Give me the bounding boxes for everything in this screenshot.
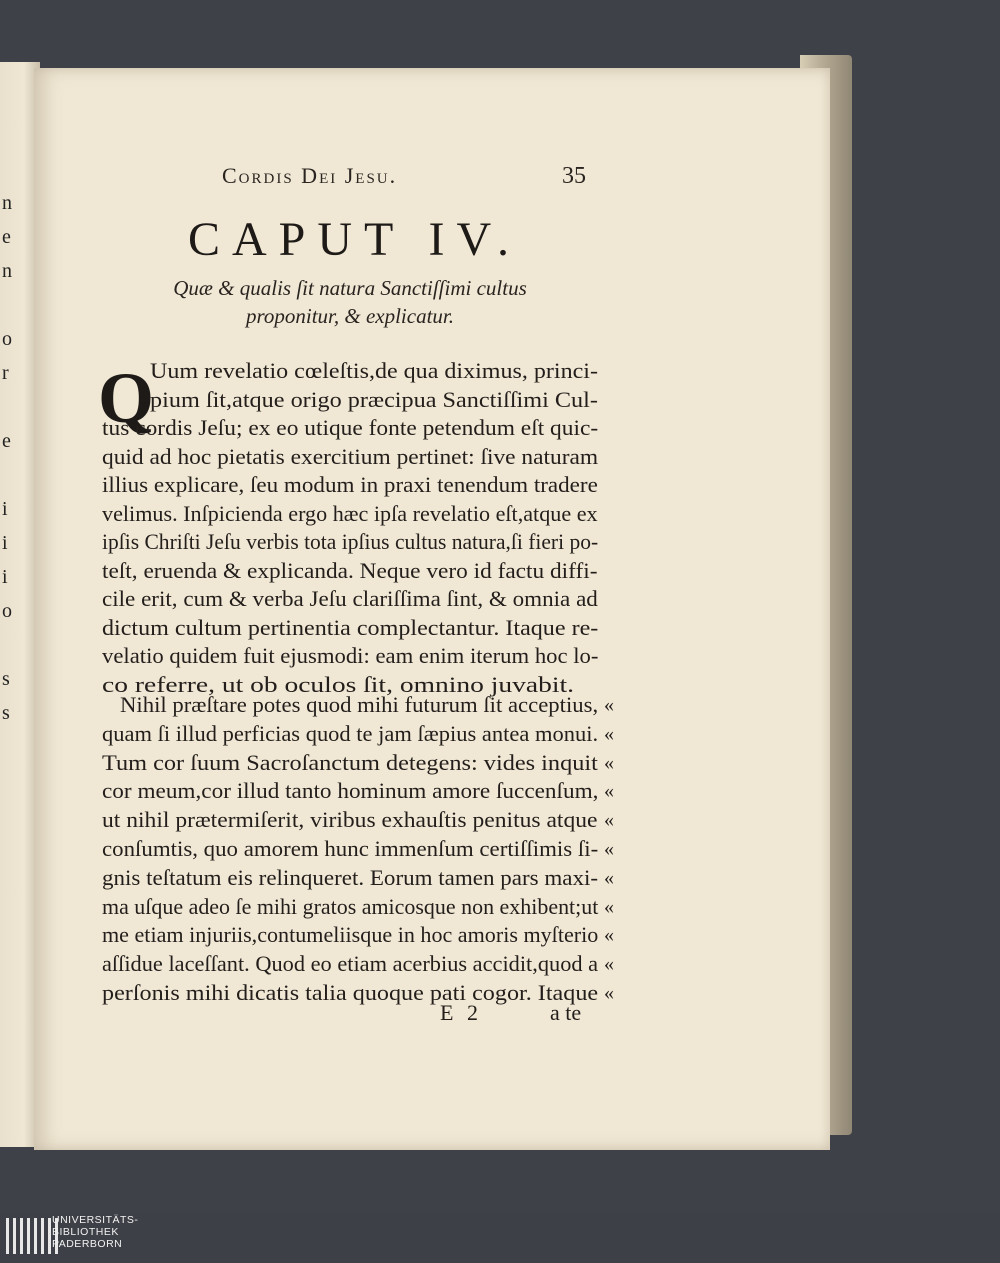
library-logo-icon [6,1218,58,1254]
text-line: velimus. Inſpicienda ergo hæc ipſa revelatio eſt,atque ex [102,500,598,526]
text-line: me etiam injuriis,contumeliisque in hoc amoris myſterio [102,922,599,948]
text-line: aſſidue laceſſant. Quod eo etiam acerbius accidit,quod a [102,951,599,977]
left-page-letter: s [2,702,10,724]
text-line: pium ſit,atque origo præcipua Sanctiſſimi Cul- [150,386,598,412]
text-line: teſt, eruenda & explicanda. Neque vero id factu diffi- [102,557,598,583]
quote-mark: « [604,780,614,803]
quote-mark: « [604,866,614,889]
left-page-letter: i [2,498,8,520]
quote-mark: « [604,895,614,918]
text-line: conſumtis, quo amorem hunc immenſum certiſſimis ſi- [102,836,599,861]
quote-mark: « [604,751,614,774]
left-page-letter: i [2,566,8,588]
text-line: perſonis mihi dicatis talia quoque pati cogor. Itaque [102,980,599,1005]
text-line: Uum revelatio cœleſtis,de qua diximus, princi- [150,358,598,383]
chapter-title: CAPUT IV. [188,213,521,266]
page-number: 35 [562,163,586,189]
drop-cap-initial: Q [98,358,155,438]
text-line: co referre, ut ob oculos ſit, omnino juvabit. [102,671,574,697]
left-page-letter: r [2,362,9,384]
logo-line: BIBLIOTHEK [52,1226,119,1238]
text-line: cile erit, cum & verba Jeſu clariſſima ſint, & omnia ad [102,586,598,611]
quote-mark: « [604,809,614,832]
library-logo-text [52,1214,138,1250]
running-title: Cordis Dei Jesu. [222,163,398,188]
left-page-letter: n [2,260,12,282]
catchword: a te [550,1000,582,1025]
text-line: velatio quidem fuit ejusmodi: eam enim iterum hoc lo- [102,643,599,668]
quote-mark: « [604,722,614,745]
left-page-letter: o [2,328,12,350]
text-line: tus cordis Jeſu; ex eo utique fonte petendum eſt quic- [102,415,599,440]
quote-mark: « [604,838,614,860]
signature-mark: E 2 [440,1000,482,1025]
text-line: quid ad hoc pietatis exercitium pertinet: ſive naturam [102,443,599,469]
text-line: gnis teſtatum eis relinqueret. Eorum tamen pars maxi- [102,864,599,890]
text-line: ma uſque adeo ſe mihi gratos amicosque non exhibent;ut [102,893,599,919]
text-line: illius explicare, ſeu modum in praxi tenendum tradere [102,472,598,497]
text-line: dictum cultum pertinentia complectantur. Itaque re- [102,614,599,640]
text-line: Nihil præſtare potes quod mihi futurum ſit acceptius, [120,692,599,717]
left-page-letter: e [2,226,11,248]
text-line: ipſis Chriſti Jeſu verbis tota ipſius cultus natura,ſi fieri po- [102,529,599,554]
text-line: ut nihil prætermiſerit, viribus exhauſtis penitus atque [102,807,598,833]
left-page-letter: o [2,600,12,622]
chapter-subtitle-line-1: Quæ & qualis ſit natura Sanctiſſimi cultus [173,276,527,300]
quote-mark: « [604,953,614,976]
text-line: Tum cor ſuum Sacroſanctum detegens: vides inquit [102,749,598,775]
left-page-letter: n [2,192,12,214]
quote-mark: « [604,694,614,716]
viewer-footer [0,1213,1000,1263]
quote-mark: « [604,982,614,1004]
quote-mark: « [604,924,614,947]
left-page-letter: e [2,430,11,452]
left-page-letter: i [2,532,8,554]
chapter-subtitle-line-2: proponitur, & explicatur. [245,304,455,328]
logo-line: PADERBORN [52,1238,123,1250]
text-line: quam ſi illud perficias quod te jam ſæpius antea monui. [102,720,599,746]
text-line: cor meum,cor illud tanto hominum amore ſuccenſum, [102,778,599,804]
left-page-letter: s [2,668,10,690]
logo-line: UNIVERSITÄTS- [52,1214,139,1226]
